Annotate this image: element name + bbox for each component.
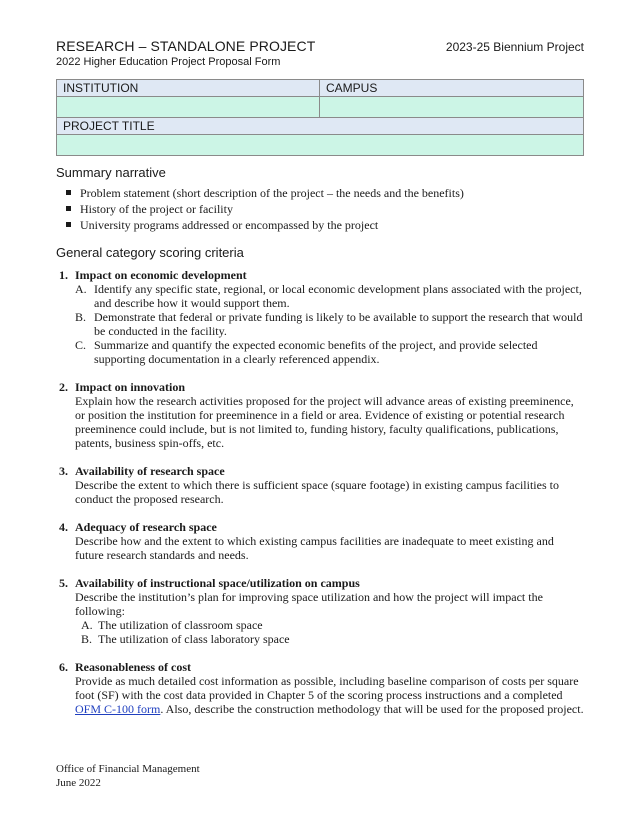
footer <box>56 762 200 790</box>
criterion-text: Describe the institution’s plan for improving space utilization and how the project will impact the following: <box>75 590 543 618</box>
criterion-text: Describe the extent to which there is sufficient space (square footage) in existing campus facilities to conduct the proposed research. <box>75 478 559 506</box>
biennium-label: 2023-25 Biennium Project <box>445 40 584 54</box>
list-item: Problem statement (short description of the project – the needs and the benefits) <box>56 185 584 201</box>
criterion-cost: 6. Reasonableness of cost Provide as much detailed cost information as possible, including baseline comparison of costs per square foot (SF) with the cost data provided in Chapter 5 of the scoring process instructions and a completed OFM C-100 form. Also, describe the construction methodology that will be used for the proposed project. <box>59 660 584 716</box>
footer-date: June 2022 <box>56 777 101 789</box>
footer-organization: Office of Financial Management <box>56 763 200 775</box>
form-subtitle: 2022 Higher Education Project Proposal Form <box>56 56 281 68</box>
criterion-innovation: 2. Impact on innovation Explain how the research activities proposed for the project will advance areas of existing preeminence, or position the institution for preeminence in a field or area. Evidence of existing or potential research preeminence could include, but is not limited to, funding history, faculty qualifications, publications, patents, business spin-offs, etc. <box>56 380 584 450</box>
header <box>56 38 584 54</box>
criterion-title: Reasonableness of cost <box>75 660 191 674</box>
criterion-text: Describe how and the extent to which existing campus facilities are inadequate to meet existing and future research standards and needs. <box>75 534 554 562</box>
project-title-label: PROJECT TITLE <box>57 118 584 135</box>
project-title-field[interactable] <box>57 135 584 156</box>
summary-list <box>56 185 584 233</box>
criterion-title: Availability of instructional space/utilization on campus <box>75 576 360 590</box>
sub-item: A. Identify any specific state, regional, or local economic development plans associated with the project, and describe how it would support them. <box>75 282 582 310</box>
sub-item: B. The utilization of class laboratory space <box>81 632 290 646</box>
institution-field[interactable] <box>57 97 320 118</box>
criterion-title: Availability of research space <box>75 464 225 478</box>
sub-list <box>75 618 584 646</box>
criterion-economic-development: 1. Impact on economic development A. Identify any specific state, regional, or local economic development plans associated with the project, and describe how it would support them. B. Demonstrate that federal or private funding is likely to be available to support the research that would be conducted in the facility. C. Summarize and quantify the expected economic benefits of the project, and provide selected supporting documentation in a clearly referenced appendix. <box>59 268 583 366</box>
sub-item: C. Summarize and quantify the expected economic benefits of the project, and provide selected supporting documentation in a clearly referenced appendix. <box>75 338 538 366</box>
list-item: University programs addressed or encompassed by the project <box>56 217 584 233</box>
sub-list <box>75 282 584 366</box>
summary-heading: Summary narrative <box>56 165 166 180</box>
campus-label: CAMPUS <box>320 80 584 97</box>
document-page <box>56 38 584 730</box>
criterion-title: Impact on innovation <box>75 380 186 394</box>
bullet-square-icon <box>66 222 71 227</box>
proposal-form-table <box>56 79 584 156</box>
criteria-list <box>56 268 584 716</box>
criterion-title: Impact on economic development <box>75 268 247 282</box>
bullet-square-icon <box>66 206 71 211</box>
ofm-c100-form-link[interactable]: OFM C-100 form <box>75 702 161 716</box>
list-item: History of the project or facility <box>56 201 584 217</box>
sub-item: A. The utilization of classroom space <box>81 618 263 632</box>
criterion-research-space-availability: 3. Availability of research space Describe the extent to which there is sufficient space (square footage) in existing campus facilities to conduct the proposed research. <box>56 464 584 506</box>
bullet-square-icon <box>66 190 71 195</box>
criteria-heading: General category scoring criteria <box>56 245 244 260</box>
criterion-research-space-adequacy: 4. Adequacy of research space Describe how and the extent to which existing campus facilities are inadequate to meet existing and future research standards and needs. <box>56 520 584 562</box>
institution-label: INSTITUTION <box>57 80 320 97</box>
sub-item: B. Demonstrate that federal or private funding is likely to be available to support the research that would be conducted in the facility. <box>75 310 583 338</box>
criterion-text: Provide as much detailed cost information as possible, including baseline comparison of costs per square foot (SF) with the cost data provided in Chapter 5 of the scoring process instructions and a completed OFM C-100 form. Also, describe the construction methodology that will be used for the proposed project. <box>75 674 584 716</box>
criterion-title: Adequacy of research space <box>75 520 217 534</box>
campus-field[interactable] <box>320 97 584 118</box>
criterion-text: Explain how the research activities proposed for the project will advance areas of existing preeminence, or position the institution for preeminence in a field or area. Evidence of existing or potential research preeminence could include, but is not limited to, funding history, faculty qualifications, publications, patents, business spin-offs, etc. <box>75 394 574 450</box>
criterion-instructional-space: 5. Availability of instructional space/utilization on campus Describe the institution’s plan for improving space utilization and how the project will impact the following: A. The utilization of classroom space B. The utilization of class laboratory space <box>56 576 584 646</box>
document-title: RESEARCH – STANDALONE PROJECT <box>56 38 316 54</box>
